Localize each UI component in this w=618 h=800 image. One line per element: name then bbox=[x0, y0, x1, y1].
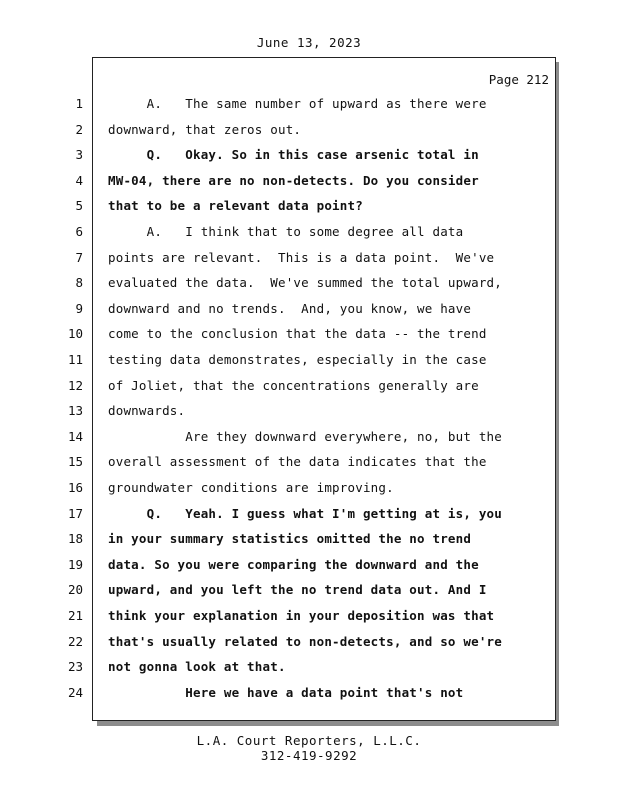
transcript-line: come to the conclusion that the data -- the trend bbox=[108, 326, 487, 341]
page-number: Page 212 bbox=[488, 72, 549, 87]
transcript-line: Q. Yeah. I guess what I'm getting at is, you bbox=[108, 506, 503, 521]
reporter-phone: 312-419-9292 bbox=[260, 748, 358, 763]
line-number: 19 bbox=[67, 557, 83, 572]
line-number: 1 bbox=[75, 96, 83, 111]
line-number: 21 bbox=[67, 608, 83, 623]
transcript-line: Here we have a data point that's not bbox=[108, 685, 464, 700]
line-number: 7 bbox=[75, 250, 83, 265]
transcript-line: A. I think that to some degree all data bbox=[108, 224, 464, 239]
line-number: 6 bbox=[75, 224, 83, 239]
line-number: 14 bbox=[67, 429, 83, 444]
reporter-company: L.A. Court Reporters, L.L.C. bbox=[196, 733, 422, 748]
transcript-line: downward, that zeros out. bbox=[108, 122, 302, 137]
transcript-line: points are relevant. This is a data point. We've bbox=[108, 250, 495, 265]
line-number: 24 bbox=[67, 685, 83, 700]
line-number: 8 bbox=[75, 275, 83, 290]
transcript-line: A. The same number of upward as there were bbox=[108, 96, 487, 111]
line-number: 4 bbox=[75, 173, 83, 188]
line-number: 10 bbox=[67, 326, 83, 341]
line-number: 16 bbox=[67, 480, 83, 495]
line-number: 5 bbox=[75, 198, 83, 213]
transcript-line: MW-04, there are no non-detects. Do you consider bbox=[108, 173, 479, 188]
transcript-line: downwards. bbox=[108, 403, 186, 418]
transcript-line: evaluated the data. We've summed the total upward, bbox=[108, 275, 503, 290]
line-number: 23 bbox=[67, 659, 83, 674]
line-number: 11 bbox=[67, 352, 83, 367]
line-number: 18 bbox=[67, 531, 83, 546]
transcript-line: upward, and you left the no trend data out. And I bbox=[108, 582, 487, 597]
transcript-line: not gonna look at that. bbox=[108, 659, 286, 674]
line-number: 13 bbox=[67, 403, 83, 418]
transcript-line: that's usually related to non-detects, and so we're bbox=[108, 634, 503, 649]
transcript-line: think your explanation in your deposition was that bbox=[108, 608, 495, 623]
line-number: 9 bbox=[75, 301, 83, 316]
transcript-line: in your summary statistics omitted the no trend bbox=[108, 531, 472, 546]
transcript-line: Are they downward everywhere, no, but the bbox=[108, 429, 503, 444]
transcript-line: of Joliet, that the concentrations generally are bbox=[108, 378, 479, 393]
line-number: 20 bbox=[67, 582, 83, 597]
line-number: 15 bbox=[67, 454, 83, 469]
line-number: 17 bbox=[67, 506, 83, 521]
transcript-line: groundwater conditions are improving. bbox=[108, 480, 394, 495]
transcript-line: that to be a relevant data point? bbox=[108, 198, 363, 213]
transcript-line: overall assessment of the data indicates that the bbox=[108, 454, 487, 469]
transcript-line: Q. Okay. So in this case arsenic total in bbox=[108, 147, 479, 162]
line-number: 22 bbox=[67, 634, 83, 649]
transcript-line: downward and no trends. And, you know, we have bbox=[108, 301, 472, 316]
transcript-line: data. So you were comparing the downward and the bbox=[108, 557, 479, 572]
transcript-line: testing data demonstrates, especially in the case bbox=[108, 352, 487, 367]
line-number: 2 bbox=[75, 122, 83, 137]
line-number: 3 bbox=[75, 147, 83, 162]
footer bbox=[0, 733, 618, 763]
header-date: June 13, 2023 bbox=[256, 35, 362, 50]
line-number: 12 bbox=[67, 378, 83, 393]
